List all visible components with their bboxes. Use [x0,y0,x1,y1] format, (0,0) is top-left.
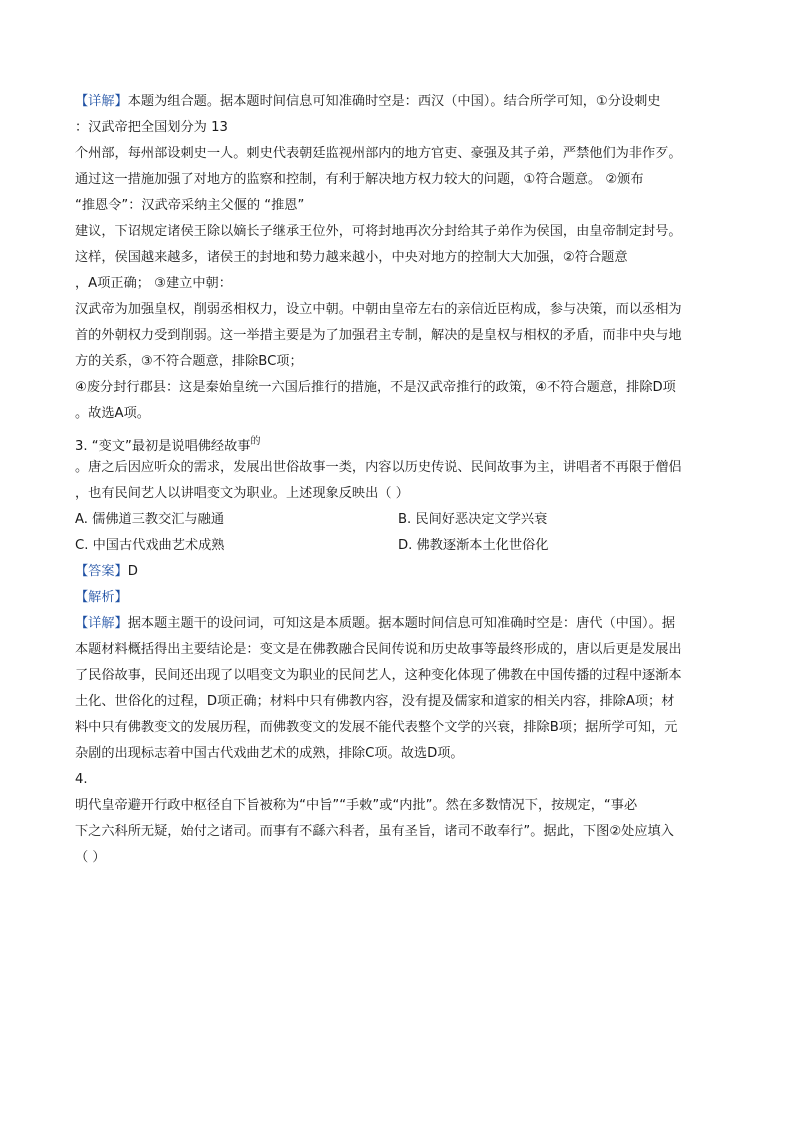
detail-line-4: 通过这一措施加强了对地方的监察和控制，有利于解决地方权力较大的问题，①符合题意。 ②颁布 [75,172,644,187]
detail-line-8: ，A项正确； ③建立中朝： [75,276,232,291]
q3-option-b: B. 民间好恶决定文学兴衰 [398,512,548,527]
answer-value: D [127,564,138,579]
detail-line-2: ：汉武帝把全国划分为 13 [75,120,228,135]
detail-line-7: 这样，侯国越来越多，诸侯王的封地和势力越来越小，中央对地方的控制大大加强，②符合题意 [75,250,628,265]
q4-stem-line-1: 明代皇帝避开行政中枢径自下旨被称为“中旨”“手敕”或“内批”。然在多数情况下，按规定，“事必 [75,798,638,813]
detail-line-9: 汉武帝为加强皇权，削弱丞相权力，设立中朝。中朝由皇帝左右的亲信近臣构成，参与决策，而以丞相为 [75,302,682,317]
q3-detail-line-5: 料中只有佛教变文的发展历程，而佛教变文的发展不能代表整个文学的兴衰，排除B项；据所学可知，元 [75,720,678,735]
q4-stem-line-2: 下之六科所无疑，始付之诸司。而事有不繇六科者，虽有圣旨，诸司不敢奉行”。据此，下图②处应填入 [75,824,674,839]
q3-option-d: D. 佛教逐渐本土化世俗化 [398,538,549,553]
q4-number: 4. [75,772,88,787]
detail-line-1 [75,92,725,112]
detail-line-13: 。故选A项。 [75,406,150,421]
q3-stem-line-1 [75,432,725,457]
q3-stem-line-2: 。唐之后因应听众的需求，发展出世俗故事一类，内容以历史传说、民间故事为主，讲唱者不再限于僧侣 [75,460,682,475]
q3-detail-line-1 [75,614,725,634]
answer-label: 【答案】 [75,564,128,579]
detail-label: 【详解】 [75,94,128,109]
detail-text: 本题为组合题。据本题时间信息可知准确时空是：西汉（中国）。结合所学可知，①分设刺史 [127,94,661,109]
detail-line-6: 建议，下诏规定诸侯王除以嫡长子继承王位外，可将封地再次分封给其子弟作为侯国，由皇帝制定封号。 [75,224,682,239]
q3-option-c: C. 中国古代戏曲艺术成熟 [75,538,225,553]
q3-option-a: A. 儒佛道三教交汇与融通 [75,512,225,527]
q3-answer-line [75,562,725,582]
q3-stem-line-3: ，也有民间艺人以讲唱变文为职业。上述现象反映出（ ） [75,486,409,501]
detail-line-12: ④废分封行郡县：这是秦始皇统一六国后推行的措施，不是汉武帝推行的政策，④不符合题意，排除D项 [75,380,676,395]
q4-stem-line-3: （ ） [75,850,106,865]
analysis-label: 【解析】 [75,590,128,605]
q3-stem-text: 3. “变文”最初是说唱佛经故事 [75,439,251,454]
q3-detail-text: 据本题主题干的设问词，可知这是本质题。据本题时间信息可知准确时空是：唐代（中国）。据 [127,616,676,631]
q3-detail-line-4: 土化、世俗化的过程，D项正确；材料中只有佛教内容，没有提及儒家和道家的相关内容，排除A项；材 [75,694,675,709]
q3-detail-label: 【详解】 [75,616,128,631]
detail-line-11: 方的关系，③不符合题意，排除BC项； [75,354,303,369]
q3-analysis-label [75,588,725,608]
q3-detail-line-3: 了民俗故事，民间还出现了以唱变文为职业的民间艺人，这种变化体现了佛教在中国传播的过程中逐渐本 [75,668,682,683]
q3-stem-sup: 的 [250,436,261,447]
detail-line-3: 个州部，每州部设刺史一人。刺史代表朝廷监视州部内的地方官吏、豪强及其子弟，严禁他们为非作歹。 [75,146,682,161]
q3-detail-line-2: 本题材料概括得出主要结论是：变文是在佛教融合民间传说和历史故事等最终形成的，唐以后更是发展出 [75,642,682,657]
q3-detail-line-6: 杂剧的出现标志着中国古代戏曲艺术的成熟，排除C项。故选D项。 [75,746,464,761]
detail-line-5: “推恩令”：汉武帝采纳主父偃的 “推恩” [75,198,305,213]
detail-line-10: 首的外朝权力受到削弱。这一举措主要是为了加强君主专制，解决的是皇权与相权的矛盾，而非中央与地 [75,328,682,343]
